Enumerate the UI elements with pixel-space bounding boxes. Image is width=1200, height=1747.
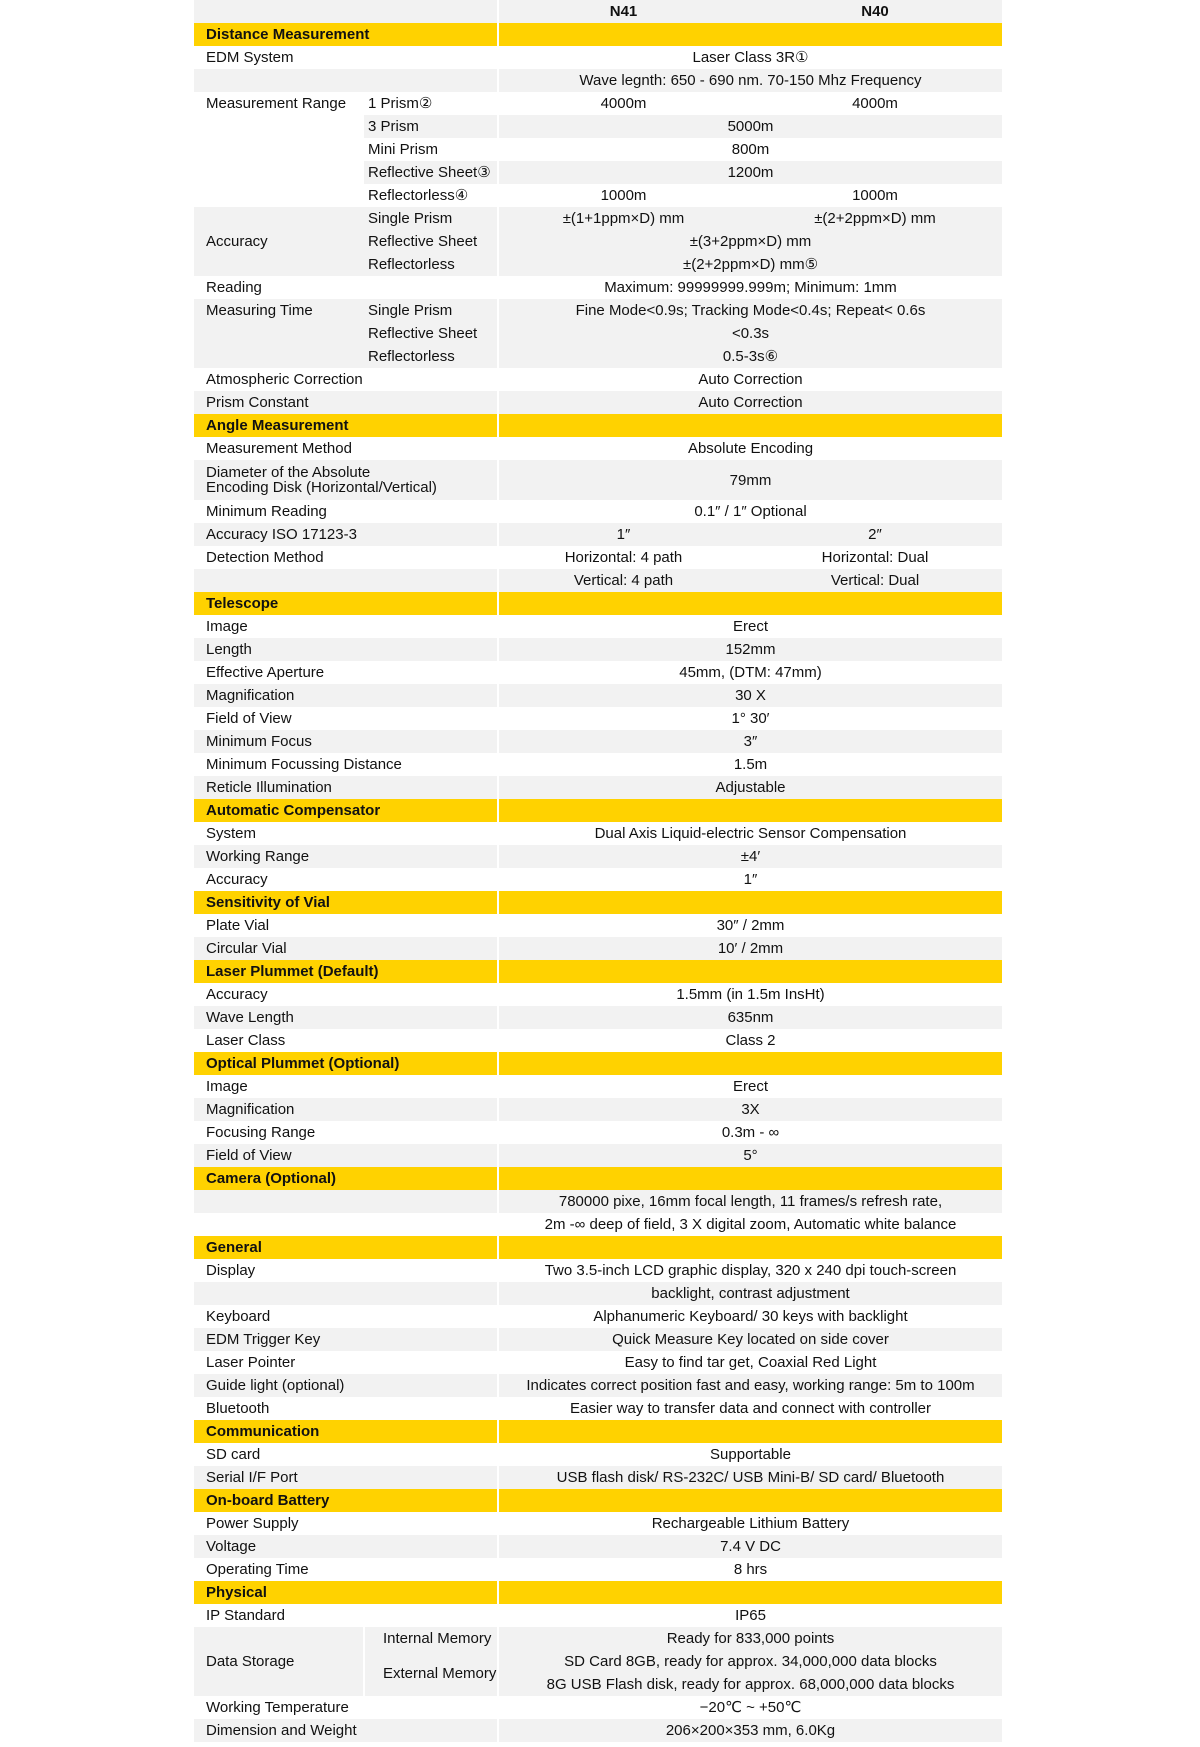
row-value: 8G USB Flash disk, ready for approx. 68,000,000 data blocks <box>498 1673 1002 1696</box>
row-label: Laser Pointer <box>194 1351 498 1374</box>
row-label-empty <box>194 1190 498 1213</box>
row-value: 10′ / 2mm <box>498 937 1002 960</box>
row-label: Guide light (optional) <box>194 1374 498 1397</box>
row-value: Erect <box>498 1075 1002 1098</box>
row-value: <0.3s <box>498 322 1002 345</box>
row-value: SD Card 8GB, ready for approx. 34,000,000 data blocks <box>498 1650 1002 1673</box>
row-value: Laser Class 3R① <box>498 46 1002 69</box>
row-value: 5000m <box>498 115 1002 138</box>
row-edm-system <box>194 46 1002 69</box>
row-reading <box>194 276 1002 299</box>
row-detection-horizontal <box>194 546 1002 569</box>
row-label: Accuracy <box>194 868 498 891</box>
row-plummet-accuracy <box>194 983 1002 1006</box>
row-camera-line-2 <box>194 1213 1002 1236</box>
row-label: Magnification <box>194 1098 498 1121</box>
row-sublabel: Internal Memory <box>364 1627 498 1650</box>
row-label: Atmospheric Correction <box>194 368 498 391</box>
row-value: 635nm <box>498 1006 1002 1029</box>
header-spacer <box>194 0 498 23</box>
row-sublabel: External Memory <box>364 1650 498 1696</box>
row-working-range <box>194 845 1002 868</box>
row-optical-field-of-view <box>194 1144 1002 1167</box>
row-label: Wave Length <box>194 1006 498 1029</box>
row-value: Maximum: 99999999.999m; Minimum: 1mm <box>498 276 1002 299</box>
row-value: Fine Mode<0.9s; Tracking Mode<0.4s; Repeat< 0.6s <box>498 299 1002 322</box>
row-label-empty <box>194 69 498 92</box>
row-value: 30″ / 2mm <box>498 914 1002 937</box>
value-n40: ±(2+2ppm×D) mm <box>748 207 1002 230</box>
row-value: Alphanumeric Keyboard/ 30 keys with backlight <box>498 1305 1002 1328</box>
section-title: On-board Battery <box>194 1489 498 1512</box>
section-fill <box>498 1052 1002 1075</box>
section-telescope <box>194 592 1002 615</box>
section-title: Automatic Compensator <box>194 799 498 822</box>
row-label-line: Encoding Disk (Horizontal/Vertical) <box>206 479 437 496</box>
row-label: Dimension and Weight <box>194 1719 498 1742</box>
row-label: Length <box>194 638 498 661</box>
row-guide-light <box>194 1374 1002 1397</box>
row-value: 0.3m - ∞ <box>498 1121 1002 1144</box>
row-value: Ready for 833,000 points <box>498 1627 1002 1650</box>
section-communication <box>194 1420 1002 1443</box>
header-row <box>194 0 1002 23</box>
section-title: Physical <box>194 1581 498 1604</box>
row-value: ±(2+2ppm×D) mm⑤ <box>498 253 1002 276</box>
data-storage-label: Data Storage <box>194 1627 364 1696</box>
row-label: Operating Time <box>194 1558 498 1581</box>
row-power-supply <box>194 1512 1002 1535</box>
row-value: 5° <box>498 1144 1002 1167</box>
row-prism-constant <box>194 391 1002 414</box>
row-atmospheric-correction <box>194 368 1002 391</box>
row-label: Field of View <box>194 1144 498 1167</box>
row-sublabel: Single Prism <box>364 207 498 230</box>
row-value: 780000 pixe, 16mm focal length, 11 frames/s refresh rate, <box>498 1190 1002 1213</box>
row-plate-vial <box>194 914 1002 937</box>
value-n41: 4000m <box>498 92 748 115</box>
row-value: Rechargeable Lithium Battery <box>498 1512 1002 1535</box>
row-value: 0.1″ / 1″ Optional <box>498 500 1002 523</box>
row-label: Voltage <box>194 1535 498 1558</box>
row-label: Prism Constant <box>194 391 498 414</box>
row-laser-pointer <box>194 1351 1002 1374</box>
row-label <box>194 460 498 500</box>
row-label: Plate Vial <box>194 914 498 937</box>
row-value: 1″ <box>498 868 1002 891</box>
row-value: USB flash disk/ RS-232C/ USB Mini-B/ SD card/ Bluetooth <box>498 1466 1002 1489</box>
row-internal-memory <box>194 1627 1002 1650</box>
row-sublabel: Reflectorless④ <box>364 184 498 207</box>
row-sublabel: Reflectorless <box>364 345 498 368</box>
row-sublabel: Reflectorless <box>364 253 498 276</box>
row-value: 30 X <box>498 684 1002 707</box>
row-label: Working Temperature <box>194 1696 498 1719</box>
row-time-single-prism <box>194 299 1002 322</box>
row-value: Indicates correct position fast and easy, working range: 5m to 100m <box>498 1374 1002 1397</box>
row-value: ±4′ <box>498 845 1002 868</box>
row-label: EDM System <box>194 46 498 69</box>
row-value: Class 2 <box>498 1029 1002 1052</box>
row-label: Image <box>194 1075 498 1098</box>
value-n41: Vertical: 4 path <box>498 569 748 592</box>
section-title: Telescope <box>194 592 498 615</box>
row-label: Minimum Focussing Distance <box>194 753 498 776</box>
row-label: Accuracy ISO 17123-3 <box>194 523 498 546</box>
row-compensator-accuracy <box>194 868 1002 891</box>
row-value: 7.4 V DC <box>498 1535 1002 1558</box>
section-optical-plummet <box>194 1052 1002 1075</box>
section-title: Camera (Optional) <box>194 1167 498 1190</box>
section-fill <box>498 799 1002 822</box>
row-display <box>194 1259 1002 1282</box>
row-label: Focusing Range <box>194 1121 498 1144</box>
row-value: Two 3.5-inch LCD graphic display, 320 x 240 dpi touch-screen <box>498 1259 1002 1282</box>
section-title: Angle Measurement <box>194 414 498 437</box>
row-wave-length-plummet <box>194 1006 1002 1029</box>
row-keyboard <box>194 1305 1002 1328</box>
row-value: 45mm, (DTM: 47mm) <box>498 661 1002 684</box>
row-circular-vial <box>194 937 1002 960</box>
section-laser-plummet <box>194 960 1002 983</box>
row-value: 2m -∞ deep of field, 3 X digital zoom, Automatic white balance <box>498 1213 1002 1236</box>
row-min-focussing-distance <box>194 753 1002 776</box>
section-automatic-compensator <box>194 799 1002 822</box>
row-value: Auto Correction <box>498 368 1002 391</box>
section-fill <box>498 1420 1002 1443</box>
section-fill <box>498 1167 1002 1190</box>
row-label: SD card <box>194 1443 498 1466</box>
row-measurement-method <box>194 437 1002 460</box>
section-distance-measurement <box>194 23 1002 46</box>
row-value: 8 hrs <box>498 1558 1002 1581</box>
row-laser-class <box>194 1029 1002 1052</box>
section-title: General <box>194 1236 498 1259</box>
row-value: 3″ <box>498 730 1002 753</box>
row-operating-time <box>194 1558 1002 1581</box>
value-n41: 1000m <box>498 184 748 207</box>
section-sensitivity-of-vial <box>194 891 1002 914</box>
row-sublabel-empty <box>364 276 498 299</box>
section-fill <box>498 1581 1002 1604</box>
row-dimension-weight <box>194 1719 1002 1742</box>
row-label: Bluetooth <box>194 1397 498 1420</box>
accuracy-label: Accuracy <box>194 207 364 276</box>
row-label: Keyboard <box>194 1305 498 1328</box>
row-value: backlight, contrast adjustment <box>498 1282 1002 1305</box>
row-label: Magnification <box>194 684 498 707</box>
section-title: Laser Plummet (Default) <box>194 960 498 983</box>
section-fill <box>498 1489 1002 1512</box>
row-value: 1200m <box>498 161 1002 184</box>
row-label: Power Supply <box>194 1512 498 1535</box>
row-focusing-range <box>194 1121 1002 1144</box>
value-n41: Horizontal: 4 path <box>498 546 748 569</box>
row-label: Detection Method <box>194 546 498 569</box>
row-label: IP Standard <box>194 1604 498 1627</box>
row-telescope-image <box>194 615 1002 638</box>
row-value: 152mm <box>498 638 1002 661</box>
section-fill <box>498 23 1002 46</box>
row-range-1-prism <box>194 92 1002 115</box>
row-compensator-system <box>194 822 1002 845</box>
row-label: Reticle Illumination <box>194 776 498 799</box>
row-value: 1.5m <box>498 753 1002 776</box>
row-serial-port <box>194 1466 1002 1489</box>
row-label: Effective Aperture <box>194 661 498 684</box>
row-minimum-reading <box>194 500 1002 523</box>
row-sublabel: Reflective Sheet <box>364 322 498 345</box>
row-value: Adjustable <box>498 776 1002 799</box>
row-label: Image <box>194 615 498 638</box>
row-sublabel: Reflective Sheet <box>364 230 498 253</box>
value-n40: Vertical: Dual <box>748 569 1002 592</box>
row-value: 3X <box>498 1098 1002 1121</box>
section-angle-measurement <box>194 414 1002 437</box>
section-fill <box>498 891 1002 914</box>
row-field-of-view <box>194 707 1002 730</box>
value-n41: 1″ <box>498 523 748 546</box>
row-sublabel: 3 Prism <box>364 115 498 138</box>
row-value: Dual Axis Liquid-electric Sensor Compensation <box>498 822 1002 845</box>
value-n40: 4000m <box>748 92 1002 115</box>
row-label-empty <box>194 569 498 592</box>
section-title: Communication <box>194 1420 498 1443</box>
section-fill <box>498 1236 1002 1259</box>
row-value: 0.5-3s⑥ <box>498 345 1002 368</box>
row-optical-magnification <box>194 1098 1002 1121</box>
row-value: Quick Measure Key located on side cover <box>498 1328 1002 1351</box>
row-effective-aperture <box>194 661 1002 684</box>
section-physical <box>194 1581 1002 1604</box>
row-value: 1° 30′ <box>498 707 1002 730</box>
row-ip-standard <box>194 1604 1002 1627</box>
row-label: Minimum Focus <box>194 730 498 753</box>
row-value: Wave legnth: 650 - 690 nm. 70-150 Mhz Frequency <box>498 69 1002 92</box>
row-label: Accuracy <box>194 983 498 1006</box>
section-fill <box>498 960 1002 983</box>
value-n41: ±(1+1ppm×D) mm <box>498 207 748 230</box>
value-n40: 1000m <box>748 184 1002 207</box>
row-value: Auto Correction <box>498 391 1002 414</box>
row-label: EDM Trigger Key <box>194 1328 498 1351</box>
row-label: Minimum Reading <box>194 500 498 523</box>
row-label-line: Diameter of the Absolute <box>206 464 371 481</box>
spec-table <box>194 0 1002 1742</box>
row-value: Absolute Encoding <box>498 437 1002 460</box>
row-value: Supportable <box>498 1443 1002 1466</box>
row-minimum-focus <box>194 730 1002 753</box>
row-sublabel: Single Prism <box>364 299 498 322</box>
row-angle-accuracy <box>194 523 1002 546</box>
row-label: Reading <box>194 276 364 299</box>
row-reticle-illumination <box>194 776 1002 799</box>
measuring-time-label: Measuring Time <box>194 299 364 368</box>
row-label: Working Range <box>194 845 498 868</box>
row-value: Easier way to transfer data and connect with controller <box>498 1397 1002 1420</box>
row-sd-card <box>194 1443 1002 1466</box>
row-label: System <box>194 822 498 845</box>
row-value: 1.5mm (in 1.5m InsHt) <box>498 983 1002 1006</box>
row-working-temperature <box>194 1696 1002 1719</box>
row-wave-length <box>194 69 1002 92</box>
header-n40: N40 <box>748 0 1002 23</box>
row-value: IP65 <box>498 1604 1002 1627</box>
row-value: 206×200×353 mm, 6.0Kg <box>498 1719 1002 1742</box>
row-label-empty <box>194 1213 498 1236</box>
value-n40: 2″ <box>748 523 1002 546</box>
section-camera <box>194 1167 1002 1190</box>
measurement-range-label: Measurement Range <box>194 92 364 207</box>
row-label-empty <box>194 1282 498 1305</box>
section-fill <box>498 414 1002 437</box>
row-edm-trigger-key <box>194 1328 1002 1351</box>
row-display-cont <box>194 1282 1002 1305</box>
row-value: −20℃ ~ +50℃ <box>498 1696 1002 1719</box>
section-fill <box>498 592 1002 615</box>
row-sublabel: 1 Prism② <box>364 92 498 115</box>
row-camera-line-1 <box>194 1190 1002 1213</box>
value-n40: Horizontal: Dual <box>748 546 1002 569</box>
row-accuracy-single-prism <box>194 207 1002 230</box>
row-value: 79mm <box>498 460 1002 500</box>
row-label: Display <box>194 1259 498 1282</box>
section-title: Sensitivity of Vial <box>194 891 498 914</box>
row-label: Circular Vial <box>194 937 498 960</box>
row-value: Erect <box>498 615 1002 638</box>
row-bluetooth <box>194 1397 1002 1420</box>
header-n41: N41 <box>498 0 748 23</box>
row-value: Easy to find tar get, Coaxial Red Light <box>498 1351 1002 1374</box>
row-value: ±(3+2ppm×D) mm <box>498 230 1002 253</box>
section-general <box>194 1236 1002 1259</box>
row-telescope-magnification <box>194 684 1002 707</box>
row-detection-vertical <box>194 569 1002 592</box>
row-voltage <box>194 1535 1002 1558</box>
row-optical-image <box>194 1075 1002 1098</box>
row-encoding-disk <box>194 460 1002 500</box>
row-telescope-length <box>194 638 1002 661</box>
row-value: 800m <box>498 138 1002 161</box>
row-sublabel: Reflective Sheet③ <box>364 161 498 184</box>
row-label: Serial I/F Port <box>194 1466 498 1489</box>
row-label: Field of View <box>194 707 498 730</box>
section-title: Distance Measurement <box>194 23 498 46</box>
row-label: Measurement Method <box>194 437 498 460</box>
row-label: Laser Class <box>194 1029 498 1052</box>
section-title: Optical Plummet (Optional) <box>194 1052 498 1075</box>
row-sublabel: Mini Prism <box>364 138 498 161</box>
section-on-board-battery <box>194 1489 1002 1512</box>
